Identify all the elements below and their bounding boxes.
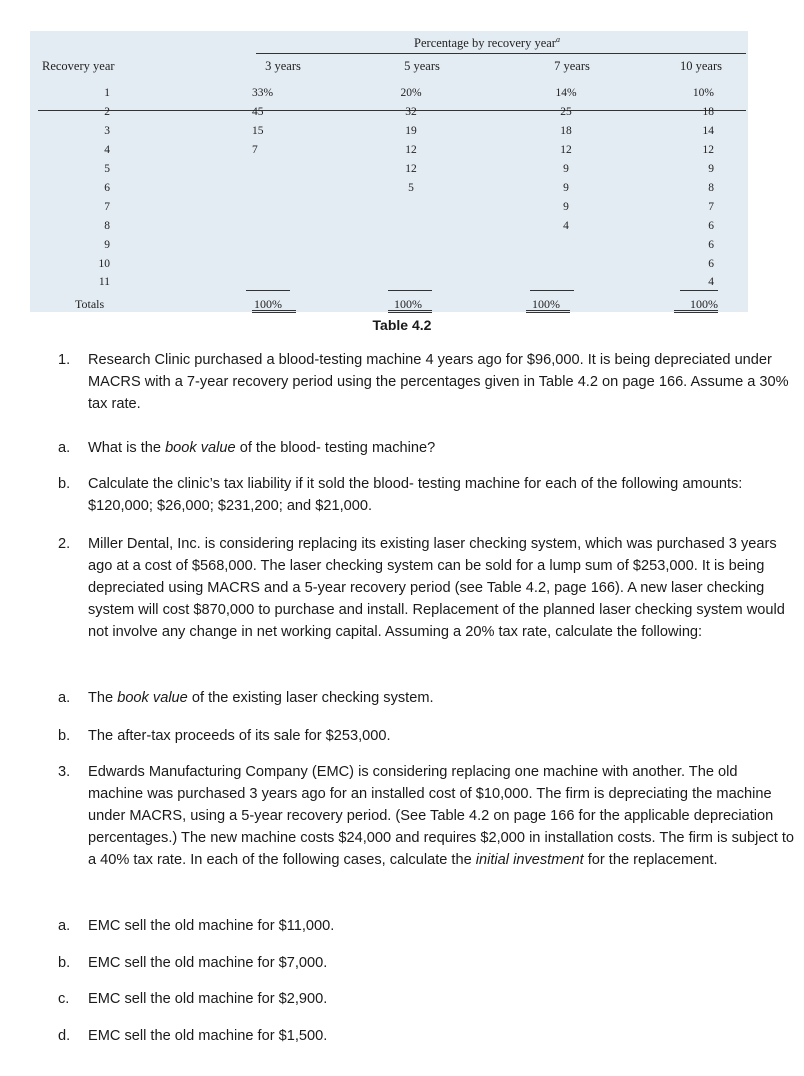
cell-5yr: 12 xyxy=(405,163,417,175)
double-rule-5yr xyxy=(388,310,432,313)
problem-1a-letter: a. xyxy=(58,440,71,456)
text-run: What is the xyxy=(88,440,166,456)
cell-year: 5 xyxy=(104,163,110,175)
cell-year: 6 xyxy=(104,182,110,194)
problem-2-text: Miller Dental, Inc. is considering replacing its existing laser checking system, which was purchased 3 years ago at a cost of $568,000. The laser checking system can be sold for a lump sum of $253,000. It is being depreciated using MACRS and a 5-year recovery period (see Table 4.2, page 166). A new laser checking system will cost $870,000 to purchase and install. Replacement of the planned laser checking system would not involve any change in net working capital. Assuming a 20% tax rate, calculate the following: xyxy=(88,536,785,640)
header-rule xyxy=(256,53,746,54)
problem-1a-text xyxy=(88,437,796,459)
text-run: of the blood- testing machine? xyxy=(235,440,436,456)
cell-7yr: 9 xyxy=(563,163,569,175)
problem-1b-text: Calculate the clinic’s tax liability if it sold the blood- testing machine for each of the following amounts: $120,000; $26,000; $231,200; and $21,000. xyxy=(88,476,743,514)
problem-3a-text: EMC sell the old machine for $11,000. xyxy=(88,918,335,934)
cell-5yr: 20% xyxy=(400,87,422,99)
text-run: The xyxy=(88,690,118,706)
problem-2-number: 2. xyxy=(58,536,71,552)
sum-rule-3yr xyxy=(246,290,290,291)
cell-year: 7 xyxy=(104,201,110,213)
table-row xyxy=(30,182,748,198)
cell-7yr: 9 xyxy=(563,201,569,213)
cell-10yr: 12 xyxy=(702,144,714,156)
problem-1b-letter: b. xyxy=(58,476,71,492)
cell-10yr: 4 xyxy=(708,276,714,288)
col-header-3-years: 3 years xyxy=(265,59,301,73)
cell-year: 10 xyxy=(98,258,110,270)
table-row xyxy=(30,163,748,179)
table-row xyxy=(30,239,748,255)
cell-7yr: 18 xyxy=(560,125,572,137)
cell-year: 4 xyxy=(104,144,110,156)
problem-3b-text: EMC sell the old machine for $7,000. xyxy=(88,955,328,971)
super-header-note: a xyxy=(555,35,560,44)
total-10yr: 100% xyxy=(690,297,718,311)
total-5yr: 100% xyxy=(394,297,422,311)
total-7yr: 100% xyxy=(532,297,560,311)
double-rule-3yr xyxy=(252,310,296,313)
cell-3yr: 7 xyxy=(252,144,258,156)
problem-2a-text xyxy=(88,687,796,709)
totals-label: Totals xyxy=(75,297,105,311)
cell-10yr: 10% xyxy=(692,87,714,99)
table-caption: Table 4.2 xyxy=(372,317,432,333)
sum-rule-10yr xyxy=(680,290,718,291)
col-header-10-years: 10 years xyxy=(680,59,722,73)
table-row xyxy=(30,125,748,141)
cell-3yr: 45 xyxy=(252,106,264,118)
cell-3yr: 33% xyxy=(252,87,274,99)
cell-5yr: 19 xyxy=(405,125,417,137)
text-run: Edwards Manufacturing Company (EMC) is considering replacing one machine with another. The old machine was purchased 3 years ago for an installed cost of $10,000. The firm is depreciating the machine under MACRS, using a 5-year recovery period. (See Table 4.2 on page 166 for the applicable depreciation percentages.) The new machine costs $24,000 and requires $2,000 in installation costs. The firm is subject to a 40% tax rate. In each of the following cases, calculate the xyxy=(88,764,795,868)
problem-1-number: 1. xyxy=(58,352,71,368)
double-rule-10yr xyxy=(674,310,718,313)
cell-10yr: 8 xyxy=(708,182,714,194)
table-row xyxy=(30,220,748,236)
super-header-text: Percentage by recovery year xyxy=(414,36,556,51)
cell-7yr: 25 xyxy=(560,106,572,118)
problem-2b-text: The after-tax proceeds of its sale for $253,000. xyxy=(88,728,391,744)
double-rule-7yr xyxy=(526,310,570,313)
problem-2b-letter: b. xyxy=(58,728,71,744)
cell-year: 9 xyxy=(104,239,110,251)
cell-10yr: 6 xyxy=(708,220,714,232)
col-header-recovery-year: Recovery year xyxy=(42,59,115,73)
sum-rule-5yr xyxy=(388,290,432,291)
macrs-table xyxy=(30,31,748,312)
problem-3d-letter: d. xyxy=(58,1028,71,1044)
col-header-5-years: 5 years xyxy=(404,59,440,73)
cell-7yr: 4 xyxy=(563,220,569,232)
cell-7yr: 9 xyxy=(563,182,569,194)
cell-10yr: 6 xyxy=(708,258,714,270)
problem-3b-letter: b. xyxy=(58,955,71,971)
cell-year: 8 xyxy=(104,220,110,232)
text-run: of the existing laser checking system. xyxy=(187,690,434,706)
total-3yr: 100% xyxy=(254,297,282,311)
sum-rule-7yr xyxy=(530,290,574,291)
cell-10yr: 9 xyxy=(708,163,714,175)
table-row xyxy=(30,201,748,217)
problem-3c-text: EMC sell the old machine for $2,900. xyxy=(88,991,328,1007)
table-row xyxy=(30,258,748,274)
problem-1-text: Research Clinic purchased a blood-testing machine 4 years ago for $96,000. It is being depreciated under MACRS with a 7-year recovery period using the percentages given in Table 4.2 on page 166. Assume a 30% tax rate. xyxy=(88,352,789,412)
col-header-7-years: 7 years xyxy=(554,59,590,73)
cell-year: 2 xyxy=(104,106,110,118)
problem-3a-letter: a. xyxy=(58,918,71,934)
cell-10yr: 18 xyxy=(702,106,714,118)
cell-10yr: 14 xyxy=(702,125,714,137)
emphasis-run: book value xyxy=(117,690,188,706)
cell-10yr: 7 xyxy=(708,201,714,213)
cell-year: 11 xyxy=(98,276,110,288)
table-row xyxy=(30,87,748,103)
problem-3-number: 3. xyxy=(58,764,71,780)
cell-5yr: 32 xyxy=(405,106,417,118)
problem-3-text xyxy=(88,761,796,871)
problem-3d-text: EMC sell the old machine for $1,500. xyxy=(88,1028,328,1044)
cell-5yr: 12 xyxy=(405,144,417,156)
cell-7yr: 12 xyxy=(560,144,572,156)
cell-5yr: 5 xyxy=(408,182,414,194)
super-header xyxy=(363,35,611,51)
emphasis-run: book value xyxy=(165,440,236,456)
problem-2a-letter: a. xyxy=(58,690,71,706)
emphasis-run: initial investment xyxy=(475,852,584,868)
table-row xyxy=(30,144,748,160)
cell-3yr: 15 xyxy=(252,125,264,137)
text-run: for the replacement. xyxy=(583,852,718,868)
cell-year: 1 xyxy=(104,87,110,99)
cell-year: 3 xyxy=(104,125,110,137)
cell-7yr: 14% xyxy=(555,87,577,99)
cell-10yr: 6 xyxy=(708,239,714,251)
table-row xyxy=(30,106,748,122)
problem-3c-letter: c. xyxy=(58,991,70,1007)
